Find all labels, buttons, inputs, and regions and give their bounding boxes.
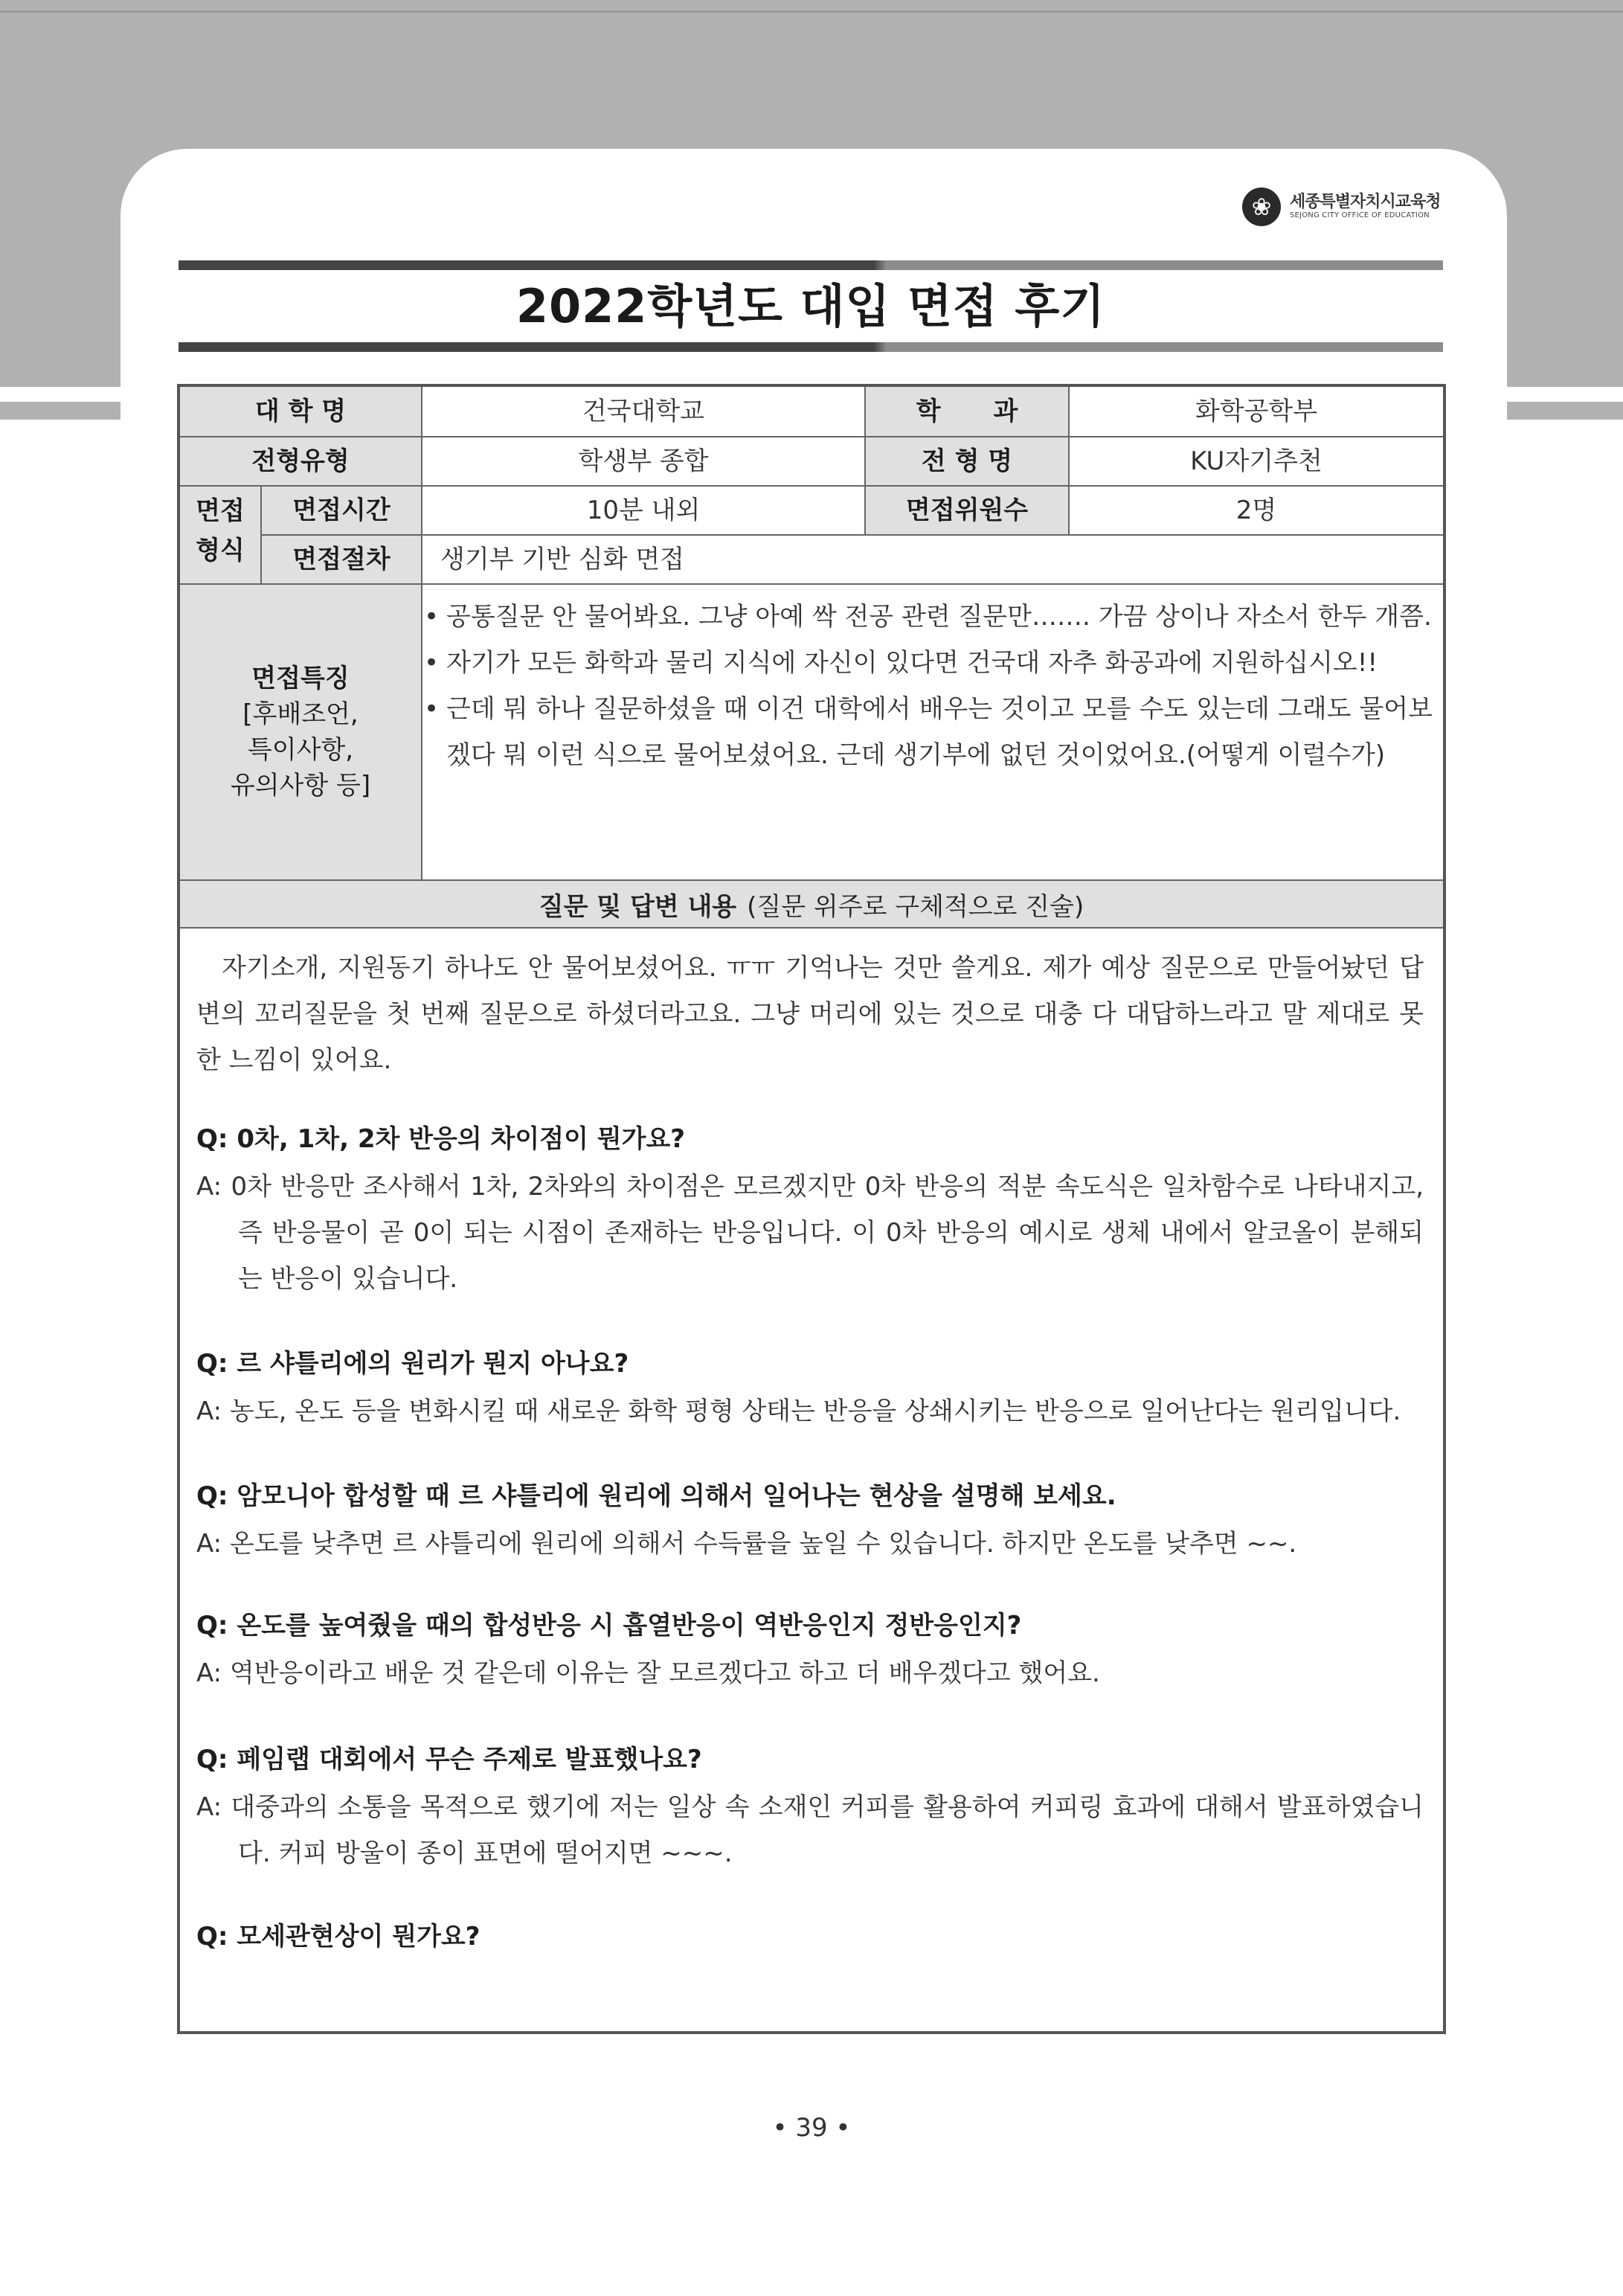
interview-format-label: 면접 [180,487,262,536]
question-1: Q: 0차, 1차, 2차 반응의 차이점이 뭔가요? [196,1124,686,1154]
qa-intro: 자기소개, 지원동기 하나도 안 물어보셨어요. ㅠㅠ 기억나는 것만 쓸게요. 제가 예상 질문으로 만들어놨던 답변의 꼬리질문을 첫 번째 질문으로 하셨더라고요. 그냥 머리에 있는 것으로 대충 다 대답하느라고 말 제대로 못한 느낌이 있어요. [196,953,1424,1075]
interview-format-label-2: 형식 [180,536,262,585]
department-label: 학 과 [866,387,1070,437]
answer-1: A: 0차 반응만 조사해서 1차, 2차와의 차이점은 모르겠지만 0차 반응의 적분 속도식은 일차함수로 나타내지고, 즉 반응물이 곧 0이 되는 시점이 존재하는 반응입니다. 이 0차 반응의 예시로 생체 내에서 알코올이 분해되는 반응이 있습니다. [196,1172,1424,1294]
answer-2: A: 농도, 온도 등을 변화시킬 때 새로운 화학 평형 상태는 반응을 상쇄시키는 반응으로 일어난다는 원리입니다. [196,1396,1401,1426]
question-5: Q: 페임랩 대회에서 무슨 주제로 발표했나요? [196,1745,702,1774]
admission-name-label: 전 형 명 [866,437,1070,487]
question-2: Q: 르 샤틀리에의 원리가 뭔지 아나요? [196,1349,629,1379]
question-4: Q: 온도를 높여줬을 때의 합성반응 시 흡열반응이 역반응인지 정반응인지? [196,1611,1022,1641]
features-list [424,594,1433,778]
interview-form [177,384,1446,2034]
bullet-icon: • [424,694,440,724]
university-value: 건국대학교 [422,387,866,437]
logo-subtext: SEJONG CITY OFFICE OF EDUCATION [1290,211,1430,219]
answer-3: A: 온도를 낮추면 르 샤틀리에 원리에 의해서 수득률을 높일 수 있습니다. 하지만 온도를 낮추면 ~~. [196,1529,1297,1559]
procedure-label: 면접절차 [262,536,422,585]
question-6: Q: 모세관현상이 뭔가요? [196,1922,481,1952]
qa-section-header [180,881,1443,929]
admission-type-label: 전형유형 [180,437,422,487]
admission-type-value: 학생부 종합 [422,437,866,487]
list-item [424,686,1433,778]
feature-text: 공통질문 안 물어봐요. 그냥 아예 싹 전공 관련 질문만……. 가끔 상이나 자소서 한두 개쯤. [446,602,1432,632]
features-label-line4: 유의사항 등] [230,771,371,801]
page-title: 2022학년도 대입 면접 후기 [515,279,1106,333]
interview-time-value: 10분 내외 [422,487,866,536]
office-logo [1242,185,1450,229]
features-label [180,585,422,881]
logo-text: 세종특별자치시교육청 [1290,193,1441,211]
title-rule-bottom [179,342,1443,352]
answer-5: A: 대중과의 소통을 목적으로 했기에 저는 일상 속 소재인 커피를 활용하여 커피링 효과에 대해서 발표하였습니다. 커피 방울이 종이 표면에 떨어지면 ~~~. [196,1792,1424,1868]
qa-header-bold: 질문 및 답변 내용 [539,891,737,922]
right-margin-stub [1507,402,1623,420]
university-label: 대 학 명 [180,387,422,437]
left-margin-stub [0,402,120,420]
procedure-value: 생기부 기반 심화 면접 [422,536,1443,585]
interviewers-value: 2명 [1070,487,1443,536]
bullet-icon: • [424,602,440,632]
feature-text: 근데 뭐 하나 질문하셨을 때 이건 대학에서 배우는 것이고 모를 수도 있는데 그래도 물어보겠다 뭐 이런 식으로 물어보셨어요. 근데 생기부에 없던 것이었어요.(어떻게 이럴수가) [446,694,1433,770]
features-label-title: 면접특징 [251,664,350,693]
department-value: 화학공학부 [1070,387,1443,437]
page-number: • 39 • [772,2113,851,2143]
header-line [0,10,1623,13]
interview-time-label: 면접시간 [262,487,422,536]
qa-header-note: (질문 위주로 구체적으로 진술) [747,891,1084,922]
admission-name-value: KU자기추천 [1070,437,1443,487]
features-label-line3: 특이사항, [247,735,354,765]
question-3: Q: 암모니아 합성할 때 르 샤틀리에 원리에 의해서 일어나는 현상을 설명해 보세요. [196,1481,1116,1511]
interviewers-label: 면접위원수 [866,487,1070,536]
bullet-icon: • [424,648,440,678]
list-item [424,640,1433,686]
list-item [424,594,1433,640]
title-rule-top [179,260,1443,270]
sejong-emblem-icon: ❀ [1242,187,1281,226]
answer-4: A: 역반응이라고 배운 것 같은데 이유는 잘 모르겠다고 하고 더 배우겠다고 했어요. [196,1658,1100,1688]
feature-text: 자기가 모든 화학과 물리 지식에 자신이 있다면 건국대 자추 화공과에 지원하십시오!! [446,648,1378,678]
features-label-line2: [후배조언, [242,699,359,729]
